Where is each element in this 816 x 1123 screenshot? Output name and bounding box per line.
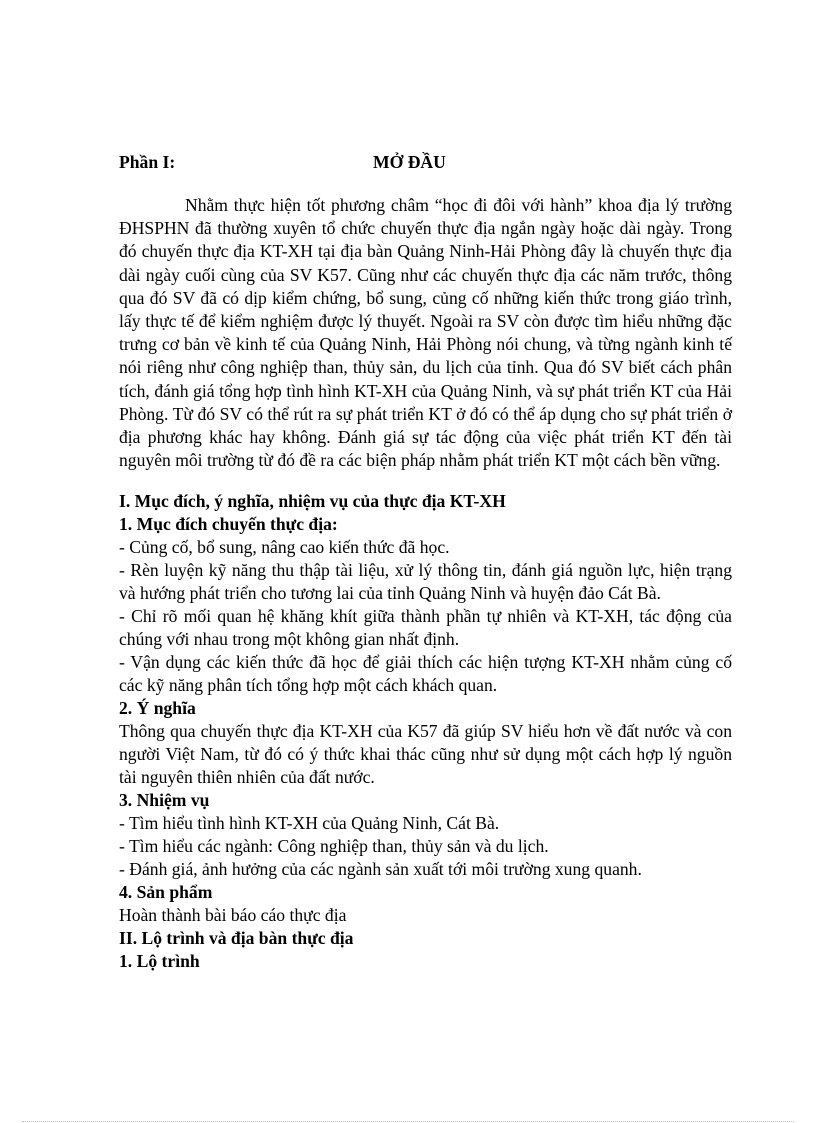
section-2-heading: II. Lộ trình và địa bàn thực địa (119, 928, 354, 949)
product-text: Hoàn thành bài báo cáo thực địa (119, 905, 347, 926)
part-label: Phần I: (119, 152, 176, 172)
intro-paragraph: Nhằm thực hiện tốt phương châm “học đi đôi với hành” khoa địa lý trường ĐHSPHN đã thường xuyên tổ chức chuyến thực địa ngắn ngày hoặc dài ngày. Trong đó chuyến thực địa KT-XH tại địa bàn Quảng Ninh-Hải Phòng đây là chuyến thực địa dài ngày cuối cùng của SV K57. Cũng như các chuyến thực địa các năm trước, thông qua đó SV đã có dịp kiểm chứng, bổ sung, củng cố những kiến thức trong giáo trình, lấy thực tế để kiểm nghiệm được lý thuyết. Ngoài ra SV còn được tìm hiểu những đặc trưng cơ bản về kinh tế của Quảng Ninh, Hải Phòng nói chung, và từng ngành kinh tế nói riêng như công nghiệp than, thủy sản, du lịch của tỉnh. Qua đó SV biết cách phân tích, đánh giá tổng hợp tình hình KT-XH của Quảng Ninh, và sự phát triển KT của Hải Phòng. Từ đó SV có thể rút ra sự phát triển KT ở đó có thể áp dụng cho sự phát triển ở địa phương khác hay không. Đánh giá sự tác động của việc phát triển KT đến tài nguyên môi trường từ đó đề ra các biện pháp nhằm phát triển KT một cách bền vững. (119, 195, 732, 471)
purpose-item-1: - Củng cố, bổ sung, nâng cao kiến thức đã học. (119, 537, 450, 558)
subsection-product-heading: 4. Sản phẩm (119, 882, 213, 903)
task-item-3: - Đánh giá, ảnh hưởng của các ngành sản xuất tới môi trường xung quanh. (119, 859, 642, 880)
document-title: MỞ ĐẦU (373, 152, 446, 172)
task-item-1: - Tìm hiểu tình hình KT-XH của Quảng Ninh, Cát Bà. (119, 813, 500, 834)
section-1-heading: I. Mục đích, ý nghĩa, nhiệm vụ của thực địa KT-XH (119, 491, 506, 512)
purpose-item-4: - Vận dụng các kiến thức đã học để giải thích các hiện tượng KT-XH nhằm củng cố các kỹ năng phân tích tổng hợp một cách khách quan. (119, 652, 732, 696)
document-body (119, 150, 732, 973)
subsection-purpose-heading: 1. Mục đích chuyến thực địa: (119, 514, 338, 535)
subsection-meaning-heading: 2. Ý nghĩa (119, 698, 196, 719)
task-item-2: - Tìm hiểu các ngành: Công nghiệp than, thủy sản và du lịch. (119, 836, 549, 857)
purpose-item-3: - Chỉ rõ mối quan hệ khăng khít giữa thành phần tự nhiên và KT-XH, tác động của chúng với nhau trong một không gian nhất định. (119, 606, 732, 650)
page-bottom-divider (22, 1121, 794, 1122)
purpose-item-2: - Rèn luyện kỹ năng thu thập tài liệu, xử lý thông tin, đánh giá nguồn lực, hiện trạng và hướng phát triển cho tương lai của tỉnh Quảng Ninh và huyện đảo Cát Bà. (119, 560, 732, 604)
subsection-tasks-heading: 3. Nhiệm vụ (119, 790, 210, 811)
part-header (119, 150, 732, 174)
subsection-route-heading: 1. Lộ trình (119, 951, 200, 972)
meaning-text: Thông qua chuyến thực địa KT-XH của K57 đã giúp SV hiểu hơn về đất nước và con người Việt Nam, từ đó có ý thức khai thác cũng như sử dụng một cách hợp lý nguồn tài nguyên thiên nhiên của đất nước. (119, 721, 732, 788)
